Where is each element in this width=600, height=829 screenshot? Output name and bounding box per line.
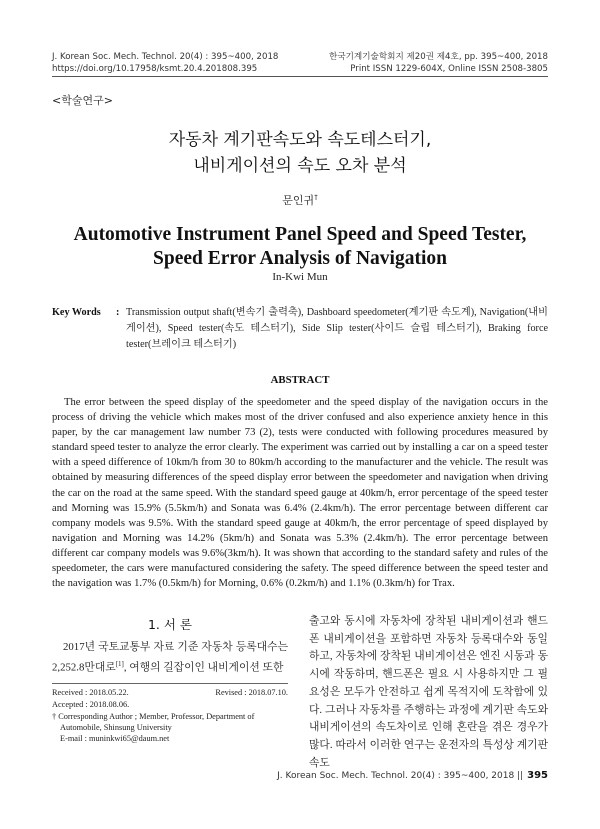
revised-date: Revised : 2018.07.10. [215, 688, 288, 697]
footer-citation: J. Korean Soc. Mech. Technol. 20(4) : 395~400, 2018 || [277, 771, 524, 781]
header-divider [52, 76, 548, 77]
title-korean-line-2: 내비게이션의 속도 오차 분석 [193, 156, 407, 176]
keywords-block [52, 305, 548, 353]
intro-paragraph-right: 출고와 동시에 자동차에 장착된 내비게이션과 핸드폰 내비게이션을 포함하면 자동차 등록대수와 동일하고, 자동차에 장착된 내비게이션은 엔진 시동과 동시에 작동하며, 핸드폰은 필요 시 사용하지만 그 필요성은 모두가 안전하고 쉽게 목적지에 도착함에 있다. 그러나 자동차를 주행하는 과정에 계기판 속도와 내비게이션의 속도차이로 인해 혼란을 겪은 경우가 많다. 따라서 이러한 연구는 운전자의 특성상 계기판 속도 [309, 615, 548, 769]
running-header-left [52, 51, 278, 75]
title-english-line-2: Speed Error Analysis of Navigation [153, 248, 447, 269]
author-korean-name: 문인귀 [282, 194, 315, 207]
title-english [0, 223, 600, 271]
abstract-heading: ABSTRACT [270, 374, 330, 386]
running-header-right [329, 51, 548, 75]
received-date-line [52, 687, 288, 698]
doi-link[interactable]: https://doi.org/10.17958/ksmt.20.4.201808.395 [52, 64, 258, 74]
intro-paragraph-left [52, 639, 288, 677]
journal-citation: J. Korean Soc. Mech. Technol. 20(4) : 395~400, 2018 [52, 52, 279, 62]
keywords-label: Key Words [52, 307, 101, 318]
keywords-text: Transmission output shaft(변속기 출력축), Dashboard speedometer(계기판 속도계), Navigation(내비게이션), Speed tester(속도 테스터기), Side Slip tester(사이드 슬립 테스터기), Braking force tester(브레이크 테스터기) [126, 307, 548, 350]
journal-citation-ko: 한국기계기술학회지 제20권 제4호, pp. 395~400, 2018 [329, 52, 548, 62]
page-number: 395 [527, 770, 548, 781]
title-english-line-1: Automotive Instrument Panel Speed and Speed Tester, [73, 224, 527, 245]
author-korean [0, 192, 600, 208]
intro-text-continued: , 여행의 길잡이인 내비게이션 또한 [123, 661, 284, 674]
title-korean [0, 127, 600, 179]
running-header [52, 51, 548, 75]
intro-text-start: 2017년 국토교통부 자료 기준 자동차 등록대수는 2,252.8만대로 [52, 641, 288, 674]
author-email[interactable]: E-mail : muninkwi65@daum.net [60, 734, 170, 743]
page-footer [277, 770, 548, 781]
keywords-colon: : [116, 307, 120, 318]
accepted-date: Accepted : 2018.08.06. [52, 700, 130, 709]
corresponding-author-note: † Corresponding Author ; Member, Professor, Department of Automobile, Shinsung University [52, 712, 255, 732]
section-heading-introduction: 1. 서 론 [147, 617, 193, 632]
author-english: In-Kwi Mun [272, 271, 328, 283]
issn-line: Print ISSN 1229-604X, Online ISSN 2508-3805 [350, 64, 548, 74]
reference-marker[interactable]: [1] [115, 660, 124, 668]
footnote-divider [52, 683, 288, 684]
abstract-body: The error between the speed display of the speedometer and the speed display of the navigation occurs in the process of driving the vehicle which makes most of the driver confused and also experience anxiety hence in this paper, by the car management law number 73 (2), tests were conducted with following procedures measured by standard speed tester to analyze the error clearly. The experiment was carried out by installing a car on a speed tester with a speed difference of 10km/h from 30 to 80km/h according to the manufacturer and the vehicle. The result was obtained by measuring differences of the speed display error between the speedometer and navigation when driving the car on the road at the same speed. With the standard speed gauge at 40km/h, error percentage of the speed tester and Morning was 15.9% (5.5km/h) and Sonata was 6.4% (2.4km/h). The error percentage between different car company models was 9.5%. With the standard speed gauge at 40km/h, the error percentage of speed displayed by navigation and Morning was 14.2% (5km/h) and Sonata was 5.3% (2.4km/h). The error percentage between different car company models was 9.6%(3km/h). It was shown that according to the standard safety and rules of the speedometer, the cars were manufactured considering the safety. The speed difference between the speed tester and the navigation was 1.7% (0.5km/h) for Morning, 0.6% (0.2km/h) and 1.1% (0.3km/h) for Trax. [52, 397, 548, 590]
corresponding-mark: † [314, 193, 318, 202]
received-date: Received : 2018.05.22. [52, 688, 129, 697]
title-korean-line-1: 자동차 계기판속도와 속도테스터기, [168, 130, 432, 150]
article-type: <학술연구> [52, 94, 113, 107]
